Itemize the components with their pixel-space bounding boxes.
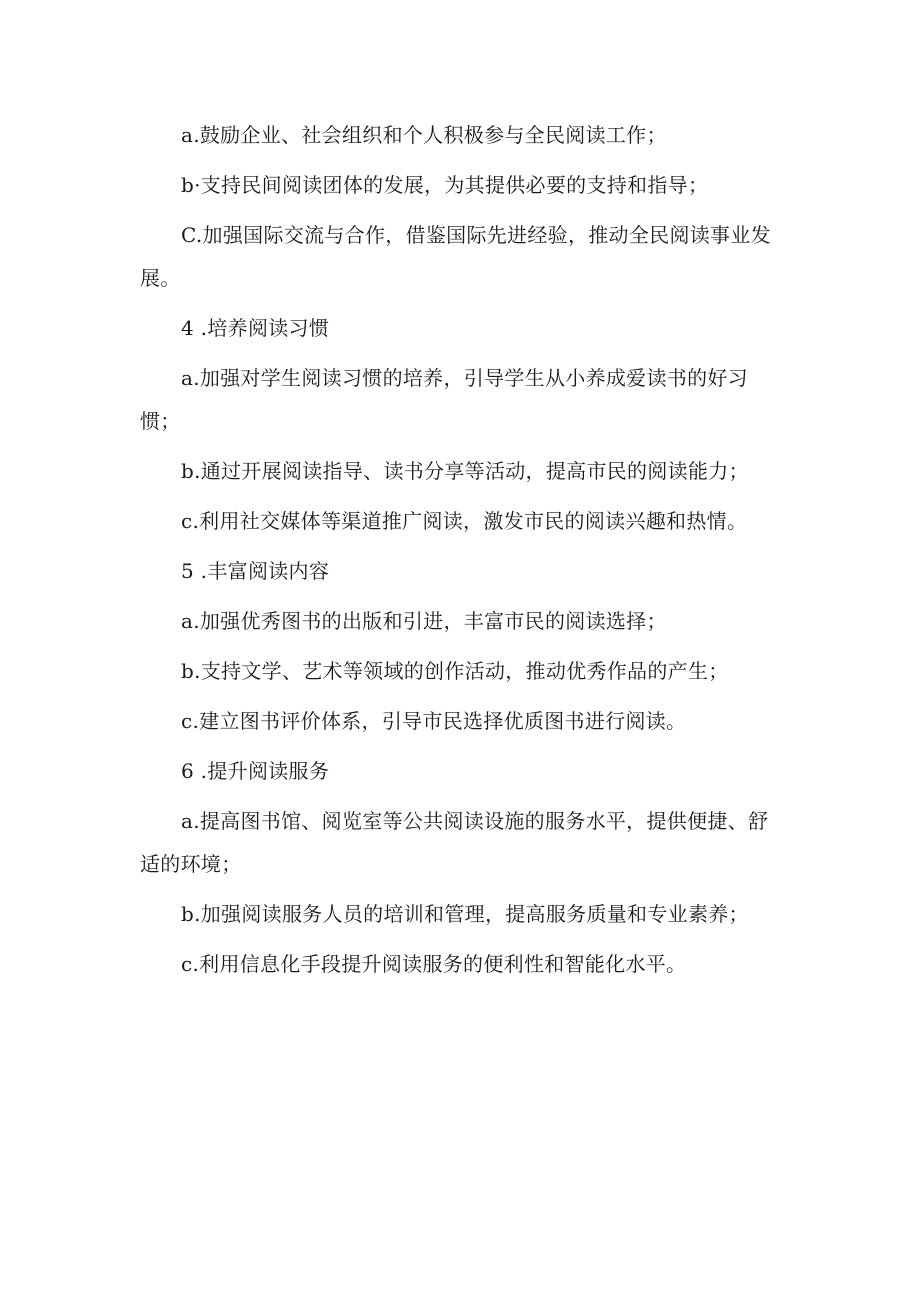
list-item: a.加强优秀图书的出版和引进，丰富市民的阅读选择； [181,609,667,633]
list-item: b.加强阅读服务人员的培训和管理，提高服务质量和专业素养； [181,902,749,926]
list-item: b·支持民间阅读团体的发展，为其提供必要的支持和指导； [181,173,709,197]
section-heading: 5 .丰富阅读内容 [181,559,330,583]
list-item: c.建立图书评价体系，引导市民选择优质图书进行阅读。 [181,709,687,733]
list-item: a.加强对学生阅读习惯的培养，引导学生从小养成爱读书的好习惯； [140,366,748,433]
list-item: b.支持文学、艺术等领域的创作活动，推动优秀作品的产生； [181,659,729,683]
list-item: a.提高图书馆、阅览室等公共阅读设施的服务水平，提供便捷、舒适的环境； [140,809,769,876]
section-heading: 4 .培养阅读习惯 [181,316,330,340]
list-item: b.通过开展阅读指导、读书分享等活动，提高市民的阅读能力； [181,459,749,483]
list-item: a.鼓励企业、社会组织和个人积极参与全民阅读工作； [181,123,667,147]
list-item: c.利用信息化手段提升阅读服务的便利性和智能化水平。 [181,952,687,976]
section-heading: 6 .提升阅读服务 [181,759,330,783]
list-item: C.加强国际交流与合作，借鉴国际先进经验，推动全民阅读事业发展。 [140,223,771,290]
document-body [140,114,785,993]
list-item: c.利用社交媒体等渠道推广阅读，激发市民的阅读兴趣和热情。 [181,509,748,533]
